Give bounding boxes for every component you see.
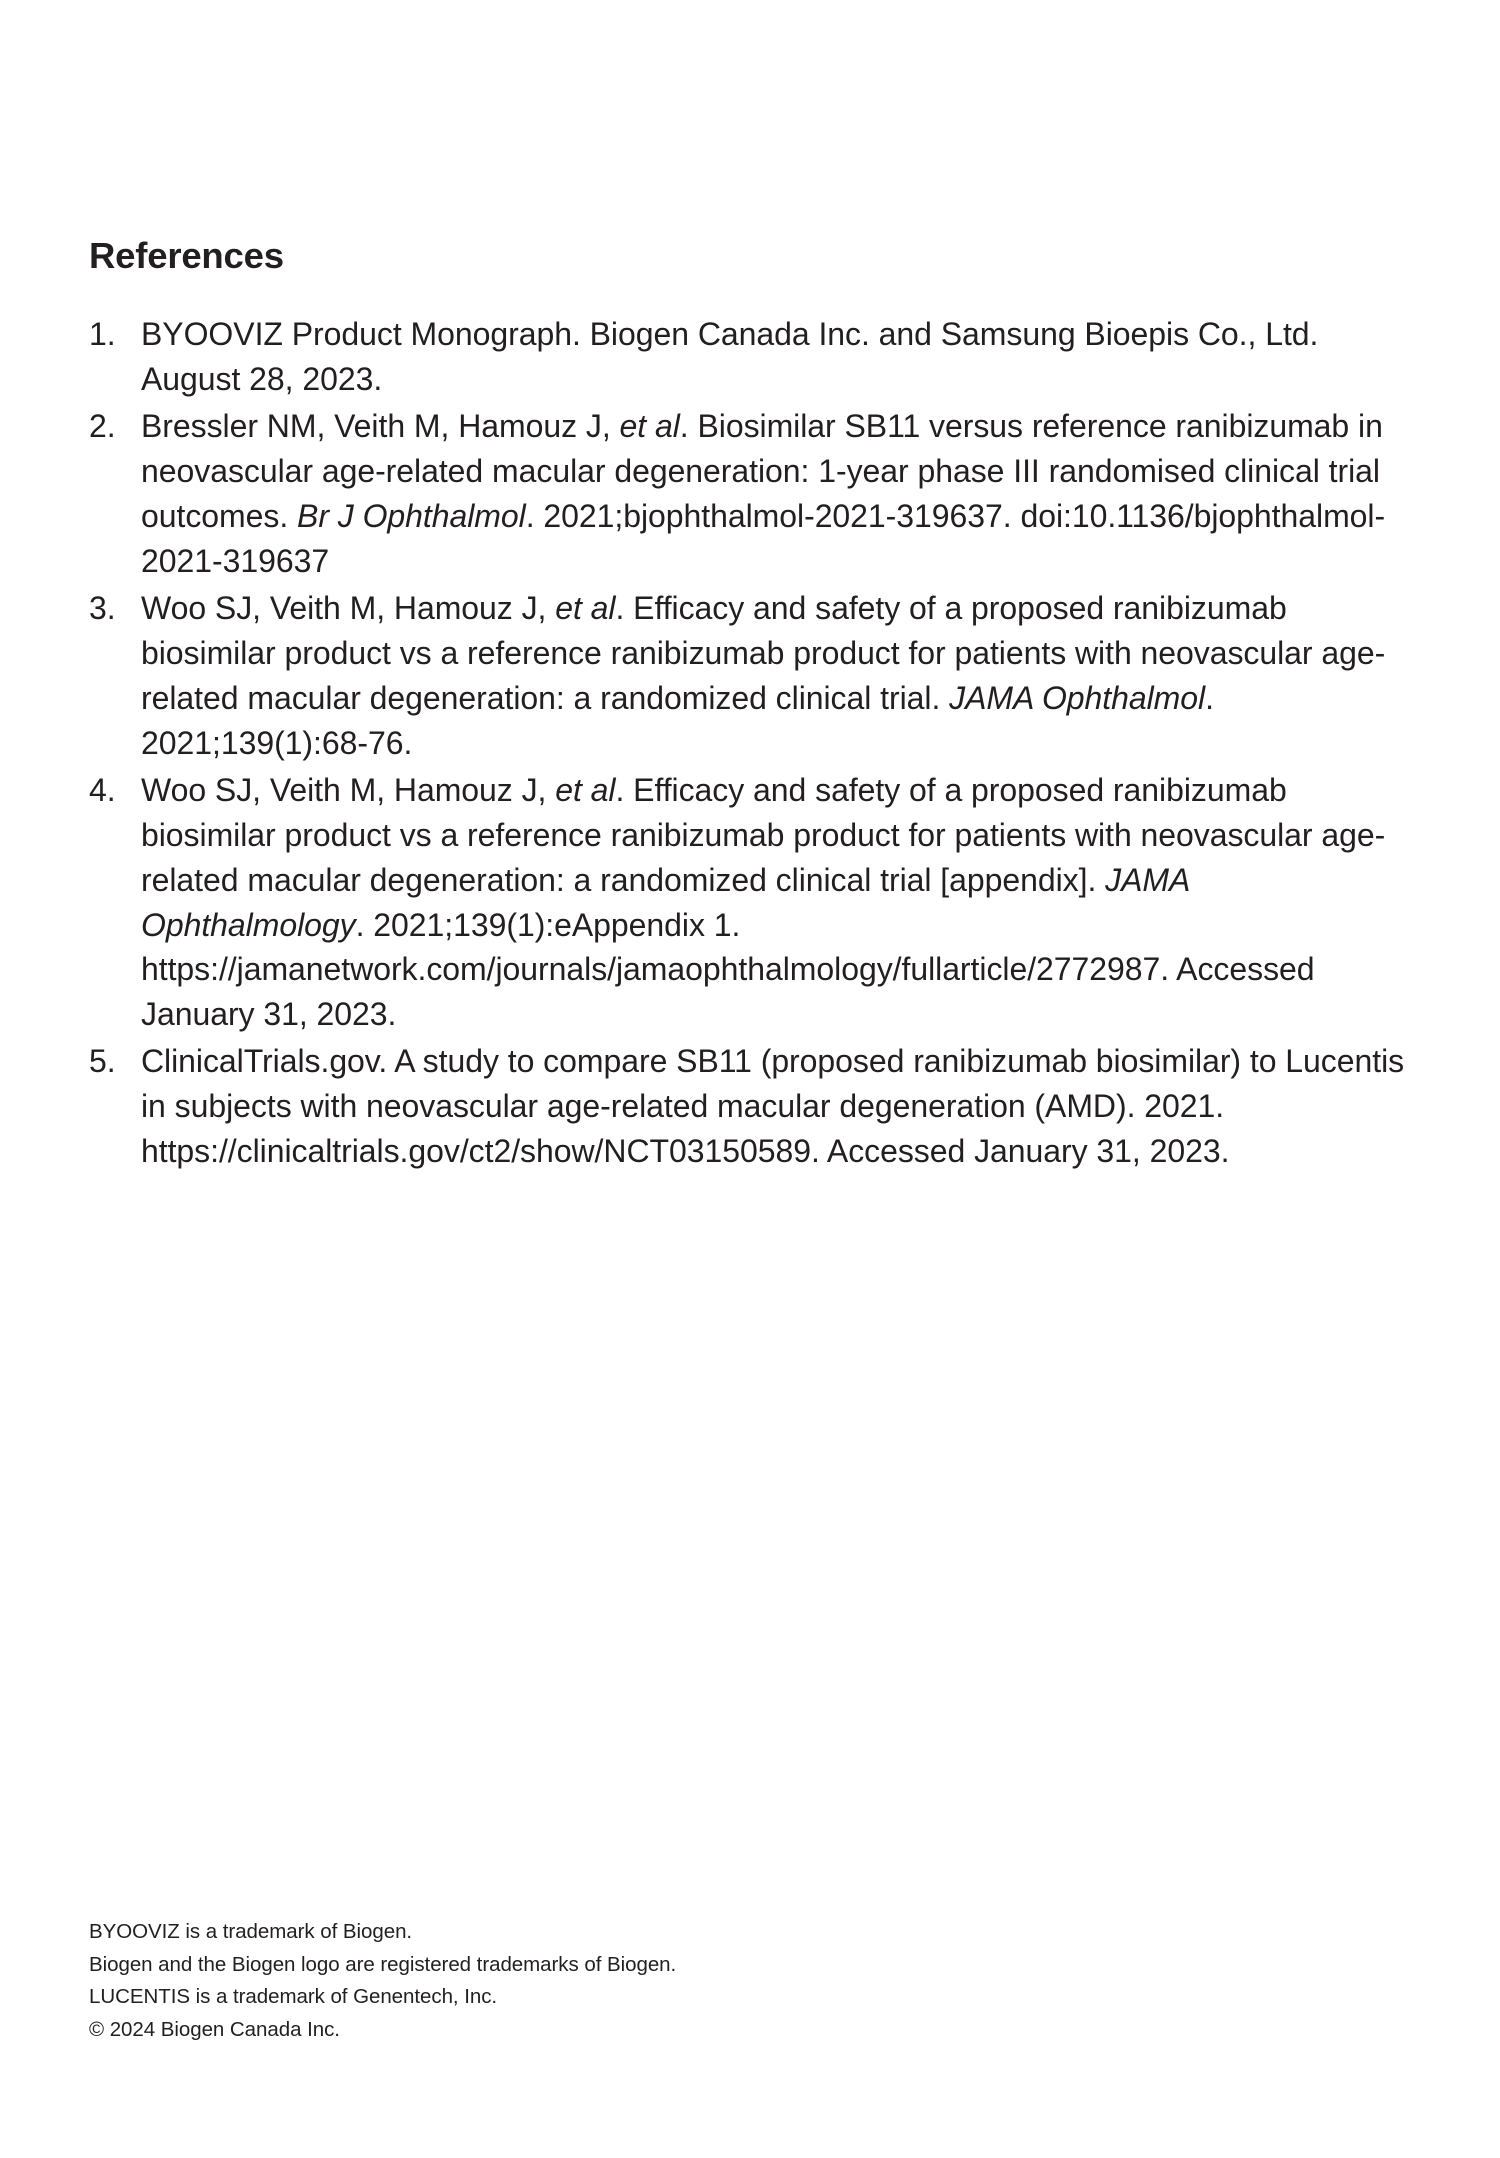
reference-text-segment: . 2021;bjophthalmol-2021-319637. doi:10.1136/bjophthalmol-2021-319637 bbox=[141, 497, 1386, 579]
reference-text-segment: . Biosimilar SB11 versus reference ranibizumab in neovascular age-related macular degeneration: 1-year phase III randomised clinical trial outcomes. bbox=[141, 408, 1383, 534]
reference-number: 1. bbox=[89, 316, 116, 353]
reference-text-segment: Bressler NM, Veith M, Hamouz J, bbox=[141, 408, 620, 445]
reference-text bbox=[141, 1039, 1414, 1174]
reference-italic-segment: et al bbox=[555, 589, 616, 626]
reference-number: 5. bbox=[89, 1043, 116, 1080]
footer-line: © 2024 Biogen Canada Inc. bbox=[89, 2018, 340, 2042]
reference-text-segment: BYOOVIZ Product Monograph. Biogen Canada Inc. and Samsung Bioepis Co., Ltd. August 28, 2023. bbox=[141, 316, 1319, 398]
reference-italic-segment: JAMA Ophthalmol bbox=[949, 679, 1206, 716]
reference-item bbox=[89, 404, 1414, 584]
reference-text-segment: . 2021;139(1):eAppendix 1. https://jamanetwork.com/journals/jamaophthalmology/fullarticle/2772987. Accessed January 31, 2023. bbox=[141, 906, 1315, 1033]
footer-line: LUCENTIS is a trademark of Genentech, Inc. bbox=[89, 1985, 498, 2009]
reference-number: 4. bbox=[89, 771, 116, 808]
reference-item bbox=[89, 586, 1414, 766]
reference-text-segment: . Efficacy and safety of a proposed ranibizumab biosimilar product vs a reference ranibizumab product for patients with neovascular age-related macular degeneration: a randomized clinical trial [appendix]. bbox=[141, 771, 1386, 898]
reference-text-segment: . 2021;139(1):68-76. bbox=[141, 679, 1214, 761]
page-title: References bbox=[89, 235, 284, 276]
reference-number: 3. bbox=[89, 589, 116, 626]
reference-text-segment: Woo SJ, Veith M, Hamouz J, bbox=[141, 589, 556, 626]
reference-text bbox=[141, 768, 1414, 1038]
reference-item bbox=[89, 312, 1414, 402]
reference-number: 2. bbox=[89, 408, 116, 445]
reference-item bbox=[89, 768, 1414, 1038]
trademark-footer bbox=[89, 1917, 1389, 2048]
reference-text-segment: . Efficacy and safety of a proposed ranibizumab biosimilar product vs a reference ranibizumab product for patients with neovascular age-related macular degeneration: a randomized clinical trial. bbox=[141, 589, 1386, 716]
reference-text bbox=[141, 312, 1414, 402]
reference-list bbox=[89, 312, 1414, 1174]
references-section bbox=[89, 236, 1414, 1176]
reference-item bbox=[89, 1039, 1414, 1174]
footer-line: BYOOVIZ is a trademark of Biogen. bbox=[89, 1920, 413, 1943]
reference-text-segment: ClinicalTrials.gov. A study to compare SB11 (proposed ranibizumab biosimilar) to Lucentis in subjects with neovascular age-related macular degeneration (AMD). 2021. https://clinicaltrials.gov/ct2/show/NCT03150589. Accessed January 31, 2023. bbox=[141, 1043, 1405, 1170]
reference-italic-segment: et al bbox=[555, 771, 616, 808]
reference-italic-segment: Br J Ophthalmol bbox=[297, 497, 526, 534]
reference-text bbox=[141, 586, 1414, 766]
footer-line: Biogen and the Biogen logo are registered trademarks of Biogen. bbox=[89, 1952, 677, 1976]
reference-italic-segment: JAMA Ophthalmology bbox=[141, 861, 1190, 943]
reference-italic-segment: et al bbox=[619, 408, 680, 445]
reference-text bbox=[141, 404, 1414, 584]
reference-text-segment: Woo SJ, Veith M, Hamouz J, bbox=[141, 771, 556, 808]
